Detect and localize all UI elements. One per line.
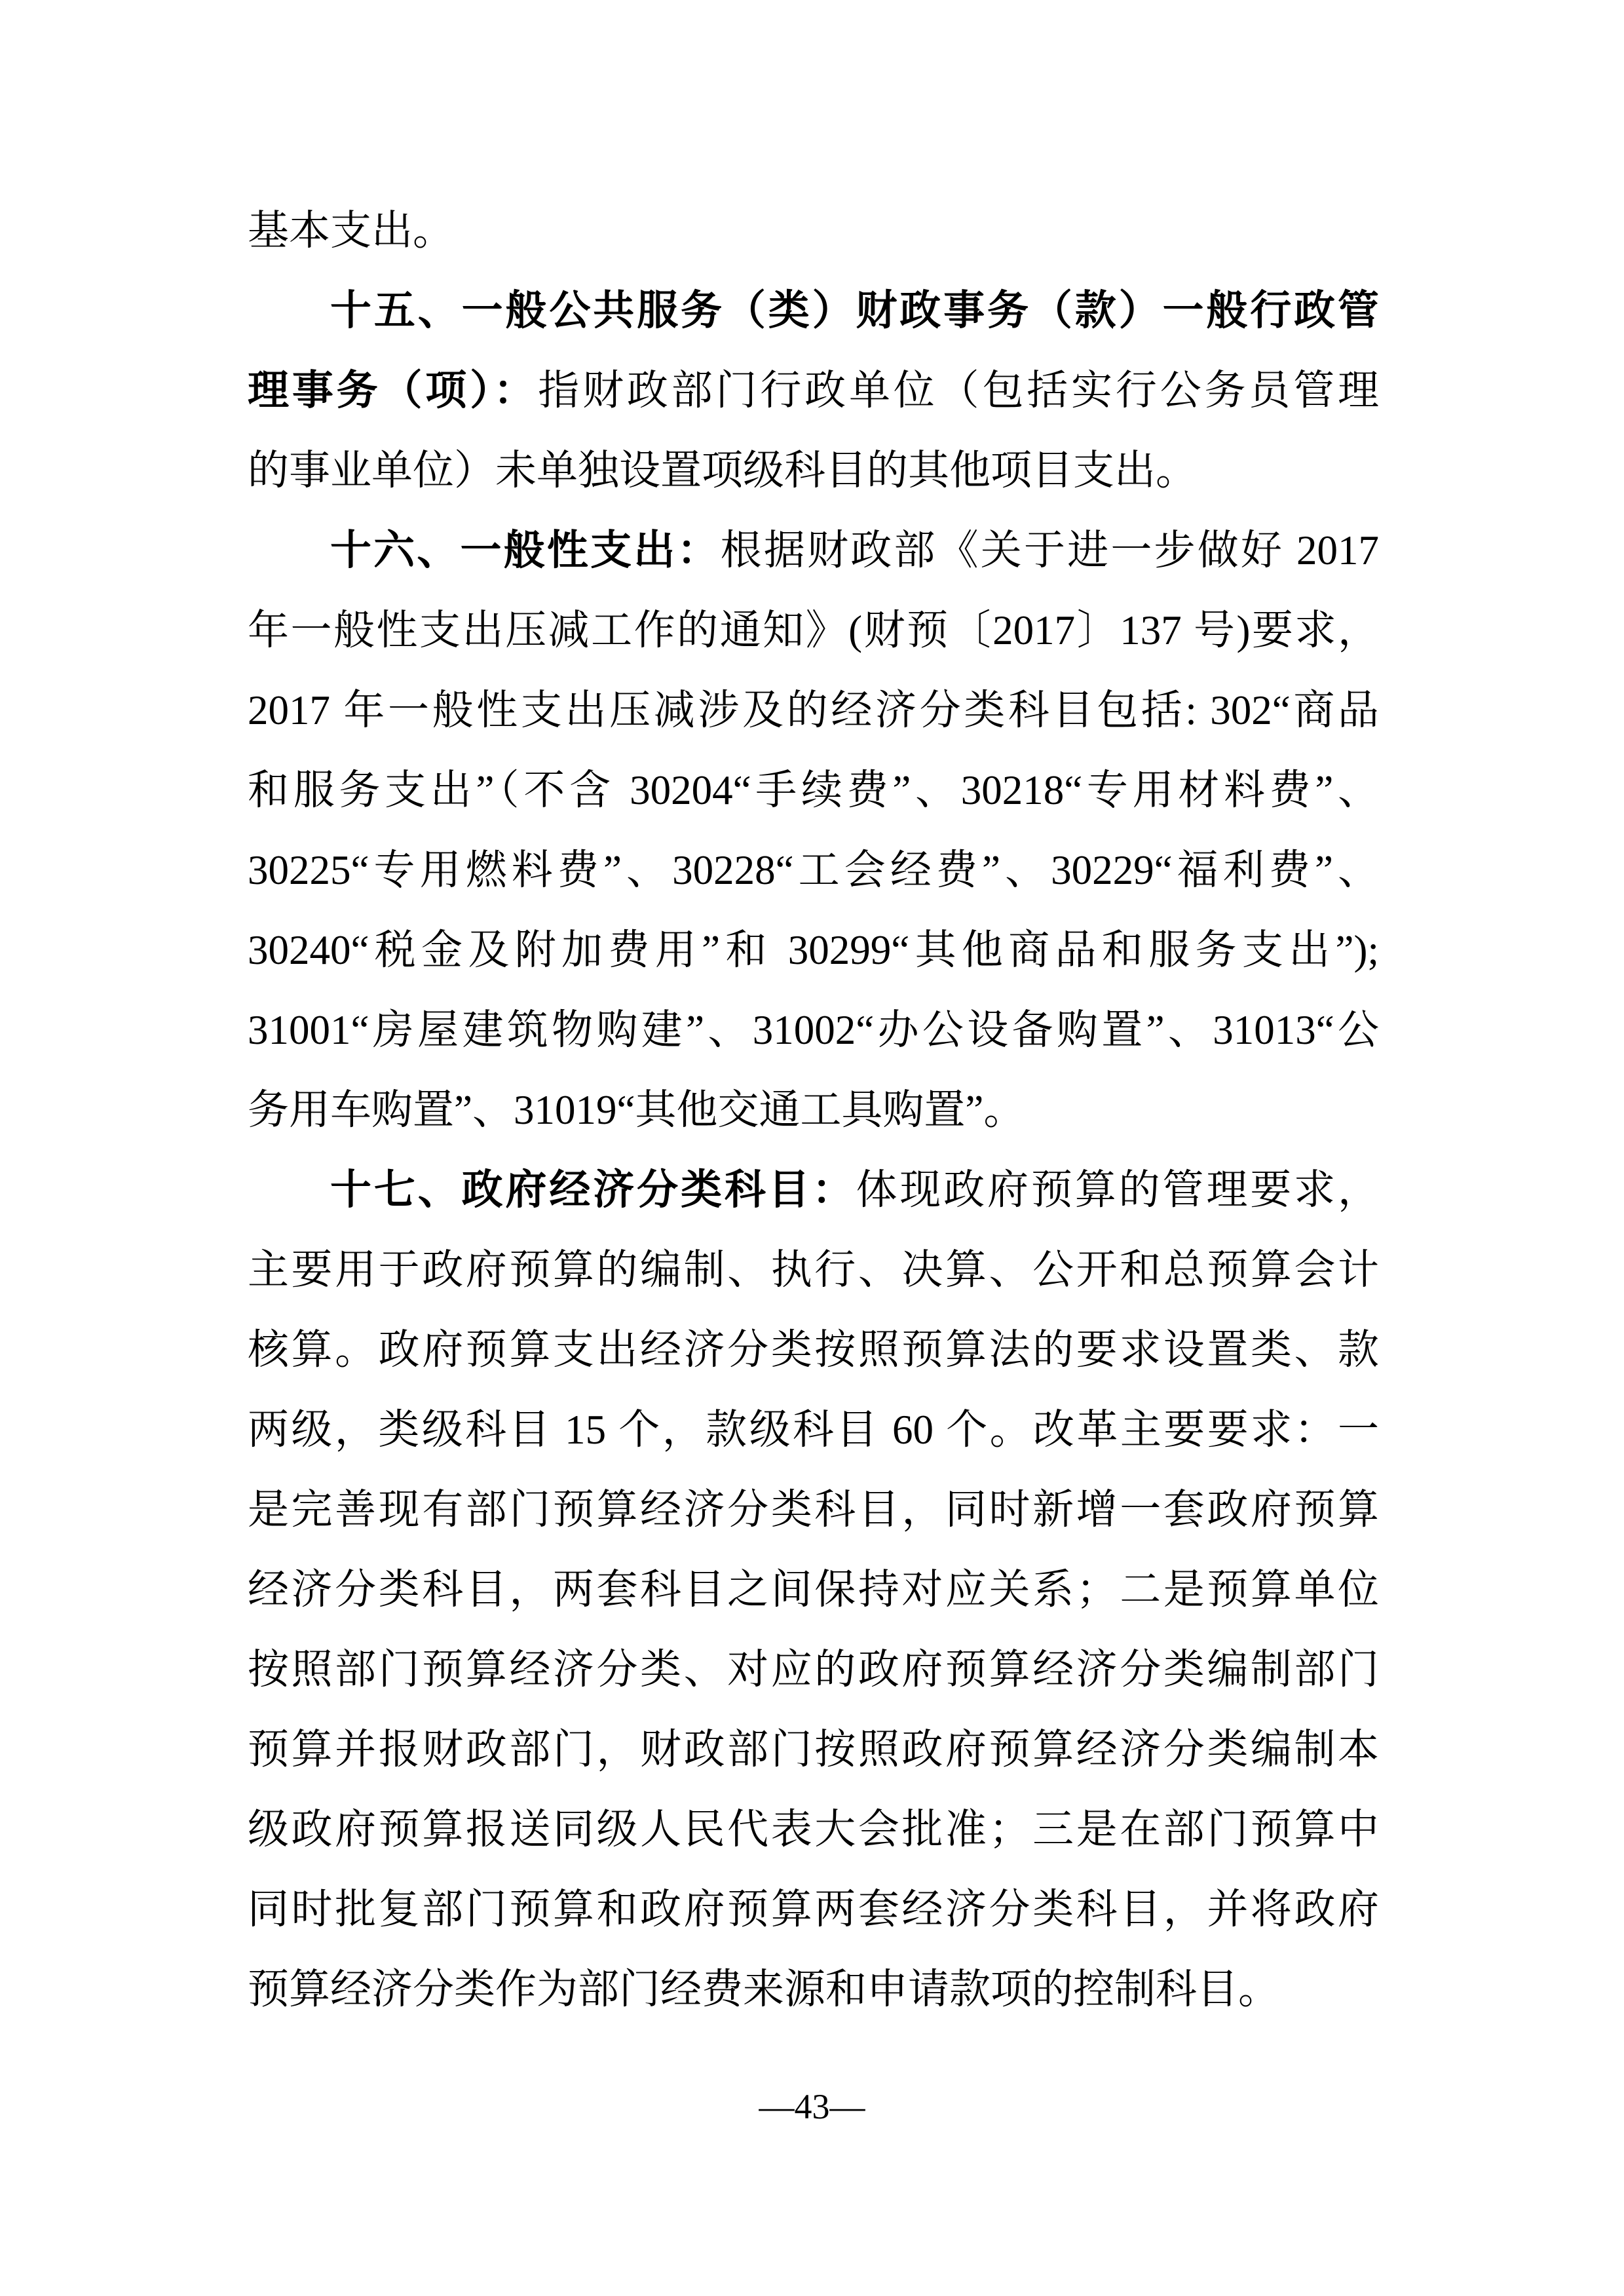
body-run: 30240“税金及附加费用”和 30299“其他商品和服务支出”); bbox=[248, 927, 1379, 973]
text-line-heading-16 bbox=[248, 510, 1379, 590]
text-line bbox=[248, 1390, 1379, 1470]
text-line bbox=[248, 191, 1379, 271]
text-line bbox=[248, 351, 1379, 430]
body-run: 年一般性支出压减工作的通知》(财预〔2017〕137 号)要求， bbox=[248, 607, 1379, 653]
body-run: 的事业单位）未单独设置项级科目的其他项目支出。 bbox=[248, 448, 1197, 493]
text-line bbox=[248, 1869, 1379, 1949]
heading-run: 理事务（项）： bbox=[248, 368, 538, 413]
body-run: 30225“专用燃料费”、30228“工会经费”、30229“福利费”、 bbox=[248, 847, 1379, 893]
body-run: 经济分类科目，两套科目之间保持对应关系；二是预算单位 bbox=[248, 1567, 1379, 1613]
text-line bbox=[248, 830, 1379, 910]
body-run: 同时批复部门预算和政府预算两套经济分类科目，并将政府 bbox=[248, 1886, 1379, 1932]
text-line bbox=[248, 1470, 1379, 1550]
body-run: 务用车购置”、31019“其他交通工具购置”。 bbox=[248, 1087, 1025, 1133]
body-run: 31001“房屋建筑物购建”、31002“办公设备购置”、31013“公 bbox=[248, 1007, 1379, 1053]
text-line bbox=[248, 990, 1379, 1070]
text-line-heading-17 bbox=[248, 1150, 1379, 1230]
body-run: 两级，类级科目 15 个，款级科目 60 个。改革主要要求：一 bbox=[248, 1407, 1379, 1453]
text-line bbox=[248, 1789, 1379, 1869]
text-line bbox=[248, 1710, 1379, 1789]
heading-run: 十六、一般性支出： bbox=[330, 527, 721, 573]
body-run: 按照部门预算经济分类、对应的政府预算经济分类编制部门 bbox=[248, 1647, 1379, 1693]
heading-run: 十七、政府经济分类科目： bbox=[330, 1167, 856, 1213]
text-line bbox=[248, 590, 1379, 670]
text-line-heading-15 bbox=[248, 271, 1379, 351]
text-line bbox=[248, 1230, 1379, 1310]
text-line bbox=[248, 1310, 1379, 1390]
body-run: 根据财政部《关于进一步做好 2017 bbox=[720, 527, 1380, 573]
body-run: 预算并报财政部门，财政部门按照政府预算经济分类编制本 bbox=[248, 1727, 1379, 1772]
text-line bbox=[248, 1070, 1379, 1150]
body-run: 核算。政府预算支出经济分类按照预算法的要求设置类、款 bbox=[248, 1327, 1379, 1373]
text-line bbox=[248, 1550, 1379, 1630]
body-run: 和服务支出”（不含 30204“手续费”、30218“专用材料费”、 bbox=[248, 767, 1379, 813]
document-body bbox=[248, 191, 1379, 2029]
body-run: 2017 年一般性支出压减涉及的经济分类科目包括: 302“商品 bbox=[248, 687, 1379, 733]
text-line bbox=[248, 910, 1379, 990]
body-run: 是完善现有部门预算经济分类科目，同时新增一套政府预算 bbox=[248, 1487, 1379, 1533]
heading-run: 十五、一般公共服务（类）财政事务（款）一般行政管 bbox=[330, 288, 1379, 334]
body-run: 基本支出。 bbox=[248, 208, 454, 254]
page-number: —43— bbox=[759, 2087, 865, 2126]
text-line bbox=[248, 1949, 1379, 2029]
body-run: 体现政府预算的管理要求， bbox=[856, 1167, 1380, 1213]
text-line bbox=[248, 1630, 1379, 1710]
body-run: 指财政部门行政单位（包括实行公务员管理 bbox=[538, 368, 1380, 413]
body-run: 主要用于政府预算的编制、执行、决算、公开和总预算会计 bbox=[248, 1247, 1379, 1293]
text-line bbox=[248, 670, 1379, 750]
body-run: 级政府预算报送同级人民代表大会批准；三是在部门预算中 bbox=[248, 1807, 1379, 1852]
body-run: 预算经济分类作为部门经费来源和申请款项的控制科目。 bbox=[248, 1966, 1279, 2012]
text-line bbox=[248, 430, 1379, 510]
text-line bbox=[248, 750, 1379, 830]
